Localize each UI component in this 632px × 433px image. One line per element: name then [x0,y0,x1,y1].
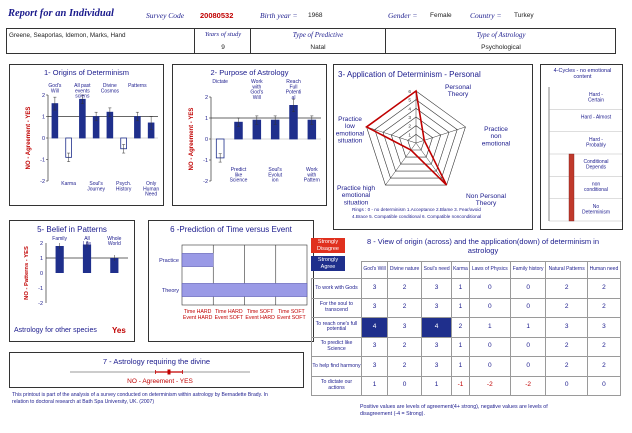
table-cell: 2 [546,279,587,299]
table-cell: 1 [422,376,452,396]
category-label: Psych. [116,181,132,187]
bar [182,283,307,296]
view-header-row [312,262,621,279]
table-cell: 3 [546,318,587,338]
y-tick-label: -2 [40,179,45,185]
y-tick-label: 1 [204,116,208,122]
category-label: World [107,241,121,247]
category-label: God's [250,89,264,96]
column-label: Event SOFT [214,315,244,321]
table-cell: 0 [469,279,510,299]
column-label: Event SOFT [277,315,306,321]
table-cell: 1 [362,376,388,396]
category-label: with [252,84,262,91]
ring-label: 2 [408,124,411,130]
table-cell: 1 [452,279,470,299]
table-cell: 0 [469,357,510,377]
cycles-title: 4-Cycles - no emotional content [553,68,612,81]
y-tick-label: 1 [41,114,45,121]
category-label: like [234,172,243,179]
footer-line-1: This printout is part of the analysis of a survey conducted on determinism within astrology by Bernadette Brady. In [12,392,268,398]
category-label: Family [52,236,68,242]
col-header: Divine nature [388,262,422,279]
requiring-title: 7 - Astrology requiring the divine [102,357,211,366]
category-label: Need [145,191,158,198]
y-tick-label: 2 [204,95,208,101]
astrologer-list: Greene, Seaporlas, Idemon, Marks, Hand [9,32,126,39]
radar-axis-label: Theory [475,200,497,208]
other-species-label: Astrology for other species [14,327,97,334]
category-label: events [75,88,90,95]
radar-axis-label: Practice high [336,185,376,192]
view-table [311,261,621,396]
category-label: Science [229,177,248,184]
y-tick-label: -2 [203,179,208,185]
table-cell: -2 [469,376,510,396]
astrology-type-label: Type of Astrology [476,31,526,39]
table-cell: 0 [469,337,510,357]
table-cell: 2 [546,337,587,357]
radar-footnote-2: 4.Brace 5. Compatible conditional 6. Compatible nonconditional [352,214,482,219]
table-cell: 1 [510,318,546,338]
category-label: Karma [61,181,76,187]
purpose-chart [173,75,326,205]
category-label: Theory [161,288,179,294]
country-label: Country = [470,11,502,20]
category-label: Divine [102,83,117,89]
y-axis-label: NO - Patterns - YES [24,246,30,300]
table-cell: 1 [452,298,470,318]
cycles-chart [541,85,622,228]
category-label: Will [50,88,59,95]
category-label: ion [271,177,279,184]
category-label: Practice [159,258,179,264]
bar [79,99,85,138]
table-cell: 3 [362,337,388,357]
table-cell: 2 [388,337,422,357]
gender-value: Female [430,12,452,19]
table-row [312,279,621,299]
row-header: To reach one's full potential [312,318,362,338]
table-cell: 3 [587,318,620,338]
category-label: Pattern [303,177,320,184]
category-label: Full [289,84,298,91]
years-of-study-value: 9 [221,44,225,51]
report-title: Report for an Individual [8,8,114,19]
column-label: Time HARD [215,309,243,315]
category-label: Human [143,186,160,193]
table-cell: 0 [546,376,587,396]
column-label: Time HARD [183,309,212,315]
ring-label: 5 [408,98,411,104]
ring-label: 3 [408,116,411,121]
category-label: Soul's [89,181,103,187]
table-cell: 3 [362,298,388,318]
category-label: Work [306,167,318,173]
belief-chart [10,233,134,305]
table-cell: 2 [388,279,422,299]
other-species-value: Yes [112,326,126,335]
y-axis-label: NO - Agreement - YES [26,106,32,170]
cycles-level-label: Hard - Almost [580,114,612,121]
row-header: For the soul to transcend [312,298,362,318]
cycles-level-label: Conditional [583,159,609,166]
col-header: Laws of Physics [469,262,510,279]
table-cell: 3 [422,357,452,377]
radar-axis-label: low [345,123,355,131]
table-cell: 4 [362,318,388,338]
astrology-type-value: Psychological [481,44,521,51]
table-cell: -1 [452,376,470,396]
radar-axis-label: Practice [484,126,508,133]
birth-year-value: 1968 [308,12,323,19]
cycles-level-label: Certain [587,97,605,104]
y-tick-label: 1 [39,256,43,262]
radar-axis-label: Theory [447,91,469,99]
table-cell: 2 [452,318,470,338]
predictive-type-value: Natal [310,44,326,51]
table-row [312,357,621,377]
column-label: Event HARD [245,315,275,321]
table-cell: 2 [388,357,422,377]
category-label: History [115,186,132,193]
table-cell: 3 [422,279,452,299]
category-label: al [291,94,296,101]
table-cell: 2 [587,298,620,318]
radar-axis-label: Personal [444,84,472,91]
country-value: Turkey [514,12,534,19]
origins-title: 1- Origins of Determinism [43,68,130,77]
category-label: sciens [75,93,90,100]
category-label: Potenti [285,89,302,96]
cycles-level-label: conditional [584,187,608,193]
category-label: Only [145,181,157,187]
table-cell: 3 [362,357,388,377]
col-header: God's Will [362,262,388,279]
row-header: To dictate our actions [312,376,362,396]
ring-label: 4 [408,107,411,113]
cycles-level-label: Depends [585,164,607,171]
col-header: Karma [452,262,470,279]
table-row [312,298,621,318]
requiring-chart [10,364,303,387]
belief-title: 5- Belief in Patterns [37,225,107,234]
value-marker [168,370,171,375]
y-tick-label: 2 [39,241,43,247]
legend-strongly-agree: Strongly Agree [311,256,345,271]
category-label: Work [251,79,263,85]
row-header: To help find harmony [312,357,362,377]
table-cell: 3 [422,337,452,357]
radar-footnote-1: Rings : 0 - no determinism 1.Acceptance 2.Blame 3. Fear/avoid [352,207,481,212]
radar-axis-label: emotional [481,140,511,148]
table-cell: 1 [452,357,470,377]
table-cell: -2 [510,376,546,396]
scale-label: NO - Agreement - YES [127,378,193,385]
y-tick-label: 0 [204,137,208,143]
table-cell: 2 [587,279,620,299]
radar-axis-label: situation [343,199,369,207]
category-label: Dictate [212,79,228,85]
table-cell: 3 [388,318,422,338]
y-tick-label: 2 [41,93,45,99]
cycles-level-label: Probably [586,142,606,149]
table-row [312,318,621,338]
category-label: Life [82,241,92,247]
table-cell: 2 [587,337,620,357]
cycles-level-label: non [591,181,601,188]
prediction-chart [149,243,313,341]
view-footnote-1: Positive values are levels of agreement(4+ strong), negative values are levels of [360,404,548,410]
cycles-level-label: Determinism [581,209,611,216]
y-tick-label: -2 [38,301,43,305]
footer-line-2: relation to doctoral research at Bath Spa University, UK. (2007) [12,399,155,405]
col-header: Human need [587,262,620,279]
y-tick-label: -1 [38,286,43,292]
row-header: To predict like Science [312,337,362,357]
y-tick-label: -1 [203,158,208,164]
radar-axis-label: Non Personal [466,193,506,200]
application-radar [334,65,532,229]
table-cell: 0 [587,376,620,396]
origins-chart [10,75,163,205]
column-label: Time SOFT [278,309,305,315]
y-tick-label: 0 [39,271,43,277]
table-row [312,376,621,396]
y-axis-label: NO - Agreement - YES [189,107,195,171]
table-row [312,337,621,357]
table-cell: 1 [469,318,510,338]
view-footnote-2: disagreement (-4 = Strong). [360,411,425,417]
radar-axis-label: situation [337,137,363,145]
table-cell: 0 [469,298,510,318]
table-cell: 4 [422,318,452,338]
radar-axis-label: non [490,133,502,141]
y-tick-label: -1 [40,157,45,164]
cycles-level-label: Hard - [589,92,603,99]
cycles-level-label: No [592,203,600,210]
table-cell: 0 [510,279,546,299]
col-header: Soul's need [422,262,452,279]
category-label: All [84,236,90,242]
info-divider-1 [194,28,195,54]
col-header: Family history [510,262,546,279]
category-label: Reach [286,79,301,85]
category-label: Predict [230,167,247,173]
table-cell: 0 [510,298,546,318]
gender-label: Gender = [388,11,418,20]
prediction-title: 6 -Prediction of Time versus Event [170,225,292,234]
table-cell: 2 [546,298,587,318]
view-corner-cell [312,262,362,279]
table-cell: 3 [362,279,388,299]
cycles-level-label: Hard - [589,136,603,143]
column-label: Event HARD [182,315,213,321]
years-of-study-label: Years of study [204,31,242,38]
legend-strongly-disagree: Strongly Disagree [311,238,345,253]
radar-axis-label: emotional [335,130,365,138]
view-title: 8 - View of origin (across) and the application(down) of determinism in astrology [366,237,600,255]
table-cell: 2 [587,357,620,377]
predictive-type-label: Type of Predictive [292,31,344,39]
purpose-title: 2- Purpose of Astrology [210,68,289,77]
column-label: Time SOFT [246,309,274,315]
table-cell: 3 [422,298,452,318]
radar-axis-label: Practice [338,116,362,123]
category-label: Soul's [268,167,282,173]
category-label: God's [48,83,62,89]
category-label: Cosmos [100,88,120,95]
category-label: with [307,172,317,179]
application-title: 3- Application of Determinism - Personal [338,70,481,79]
table-cell: 0 [388,376,422,396]
y-tick-label: 0 [41,136,45,142]
birth-year-label: Birth year = [260,11,298,20]
cycles-bar [569,154,574,221]
table-cell: 2 [546,357,587,377]
category-label: Whole [107,236,122,242]
ring-label: 1 [408,133,411,139]
survey-code-label: Survey Code [146,11,185,20]
bar [182,253,213,266]
row-header: To work with Gods [312,279,362,299]
category-label: All past [74,83,91,89]
radar-axis-label: emotional [341,192,371,200]
bar [56,246,64,273]
table-cell: 1 [452,337,470,357]
ring-label: 6 [408,90,411,95]
category-label: Evolut [268,172,283,179]
table-cell: 0 [510,337,546,357]
table-cell: 0 [510,357,546,377]
table-cell: 2 [388,298,422,318]
col-header: Natural Patterns [546,262,587,279]
category-label: Will [252,94,261,101]
category-label: Patterns [128,83,147,89]
bar [83,245,91,274]
category-label: Journey [87,186,106,193]
survey-code-value: 20080532 [200,11,234,20]
